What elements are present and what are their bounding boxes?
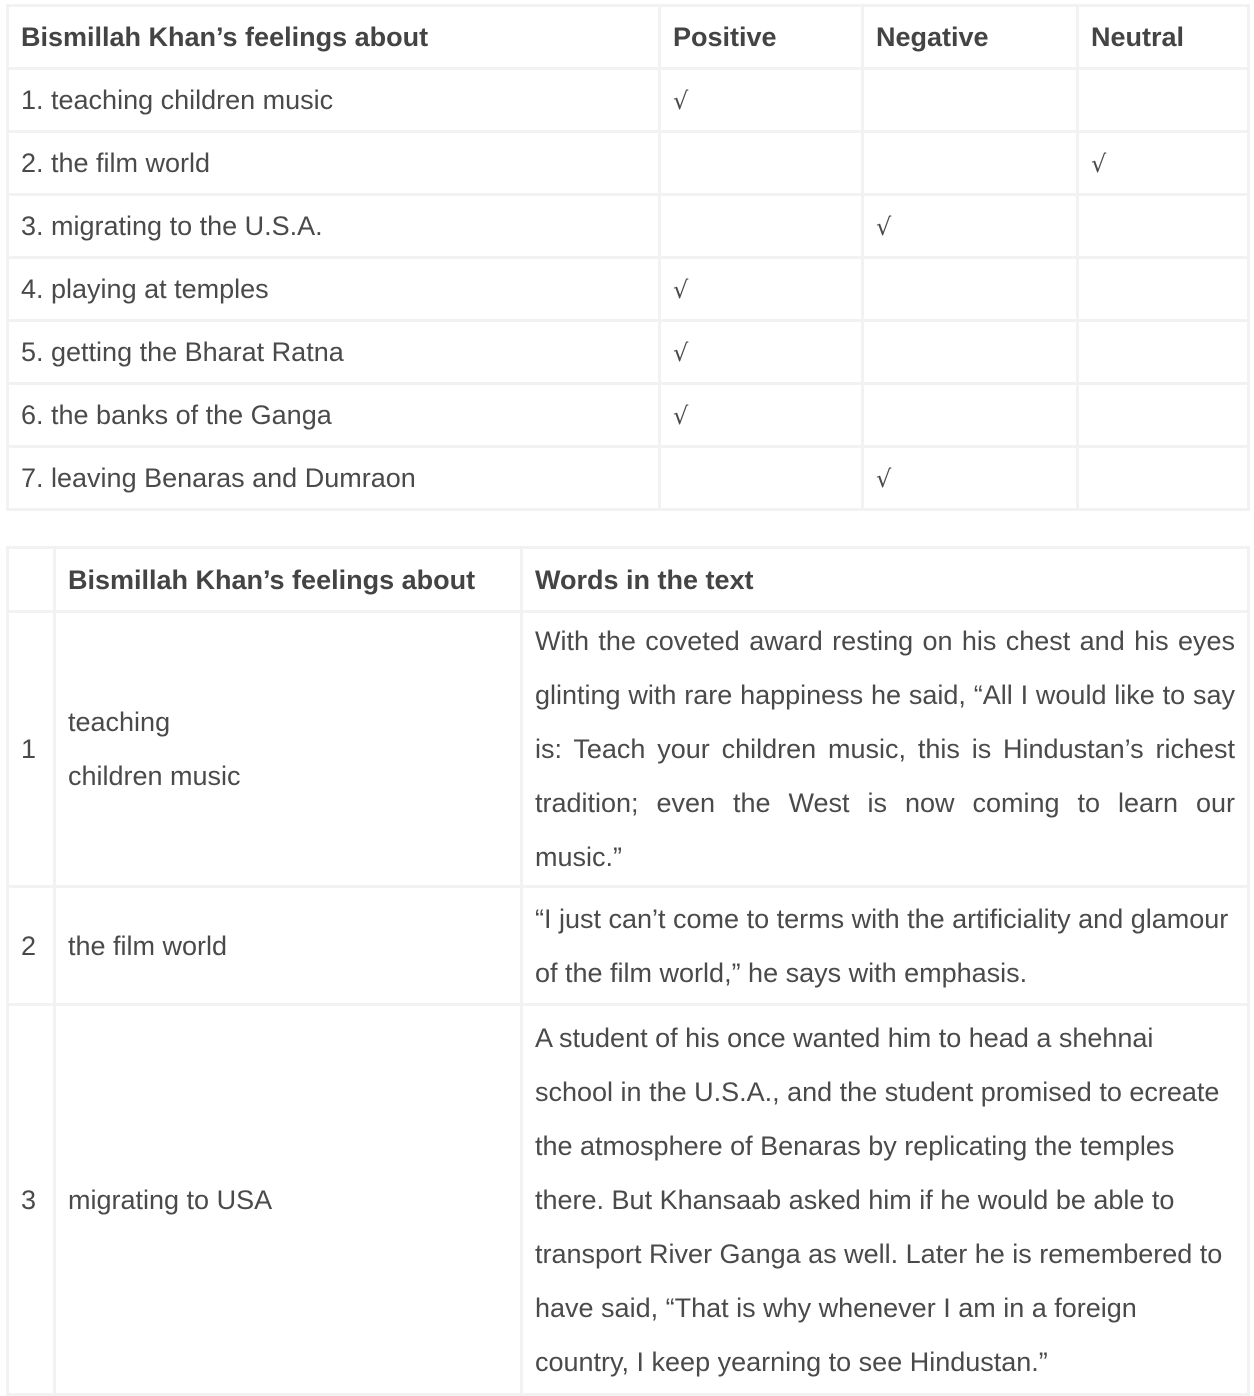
cell-negative (863, 69, 1078, 132)
header-topic: Bismillah Khan’s feelings about (55, 548, 522, 612)
cell-negative (863, 447, 1078, 510)
header-words: Words in the text (522, 548, 1249, 612)
feelings-words-table (6, 546, 1250, 1396)
row-words: A student of his once wanted him to head a shehnai school in the U.S.A., and the student promised to ecreate the atmosphere of Benaras by replicating the temples there. But Khansaab asked him if he would be able to transport River Ganga as well. Later he is remembered to have said, “That is why whenever I am in a foreign country, I keep yearning to see Hindustan.” (522, 1005, 1249, 1395)
row-topic: 6. the banks of the Ganga (8, 384, 660, 447)
cell-positive (660, 258, 863, 321)
cell-neutral (1078, 195, 1249, 258)
row-words: “I just can’t come to terms with the artificiality and glamour of the film world,” he says with emphasis. (522, 887, 1249, 1005)
topic-line: children music (68, 761, 241, 791)
feelings-classification-table (6, 4, 1250, 511)
cell-neutral (1078, 258, 1249, 321)
cell-positive (660, 321, 863, 384)
header-negative: Negative (863, 6, 1078, 69)
cell-neutral (1078, 69, 1249, 132)
cell-neutral (1078, 384, 1249, 447)
table-row (8, 887, 1249, 1005)
cell-positive (660, 447, 863, 510)
cell-negative (863, 384, 1078, 447)
table-row (8, 195, 1249, 258)
check-mark-icon: √ (673, 401, 689, 430)
topic-line: teaching (68, 707, 171, 737)
row-number: 2 (8, 887, 55, 1005)
table-header-row (8, 548, 1249, 612)
header-positive: Positive (660, 6, 863, 69)
table-row (8, 321, 1249, 384)
cell-negative (863, 195, 1078, 258)
cell-positive (660, 384, 863, 447)
row-topic: migrating to USA (55, 1005, 522, 1395)
cell-neutral (1078, 321, 1249, 384)
row-topic: 3. migrating to the U.S.A. (8, 195, 660, 258)
cell-negative (863, 321, 1078, 384)
row-topic: the film world (55, 887, 522, 1005)
table-row (8, 612, 1249, 887)
row-topic: 7. leaving Benaras and Dumraon (8, 447, 660, 510)
cell-positive (660, 69, 863, 132)
row-number: 1 (8, 612, 55, 887)
check-mark-icon: √ (673, 86, 689, 115)
table-row (8, 69, 1249, 132)
check-mark-icon: √ (1091, 149, 1107, 178)
cell-positive (660, 195, 863, 258)
header-number (8, 548, 55, 612)
check-mark-icon: √ (876, 212, 892, 241)
table-row (8, 447, 1249, 510)
header-neutral: Neutral (1078, 6, 1249, 69)
cell-neutral (1078, 132, 1249, 195)
check-mark-icon: √ (673, 338, 689, 367)
row-topic (55, 612, 522, 887)
cell-negative (863, 258, 1078, 321)
check-mark-icon: √ (673, 275, 689, 304)
row-number: 3 (8, 1005, 55, 1395)
row-words: With the coveted award resting on his chest and his eyes glinting with rare happiness he said, “All I would like to say is: Teach your children music, this is Hindustan’s richest tradition; even the West is now coming to learn our music.” (522, 612, 1249, 887)
cell-neutral (1078, 447, 1249, 510)
check-mark-icon: √ (876, 464, 892, 493)
table-row (8, 132, 1249, 195)
header-topic: Bismillah Khan’s feelings about (8, 6, 660, 69)
table-row (8, 1005, 1249, 1395)
row-topic: 2. the film world (8, 132, 660, 195)
table-row (8, 258, 1249, 321)
table-row (8, 384, 1249, 447)
cell-negative (863, 132, 1078, 195)
row-topic: 4. playing at temples (8, 258, 660, 321)
row-topic: 1. teaching children music (8, 69, 660, 132)
cell-positive (660, 132, 863, 195)
row-topic: 5. getting the Bharat Ratna (8, 321, 660, 384)
table-header-row (8, 6, 1249, 69)
